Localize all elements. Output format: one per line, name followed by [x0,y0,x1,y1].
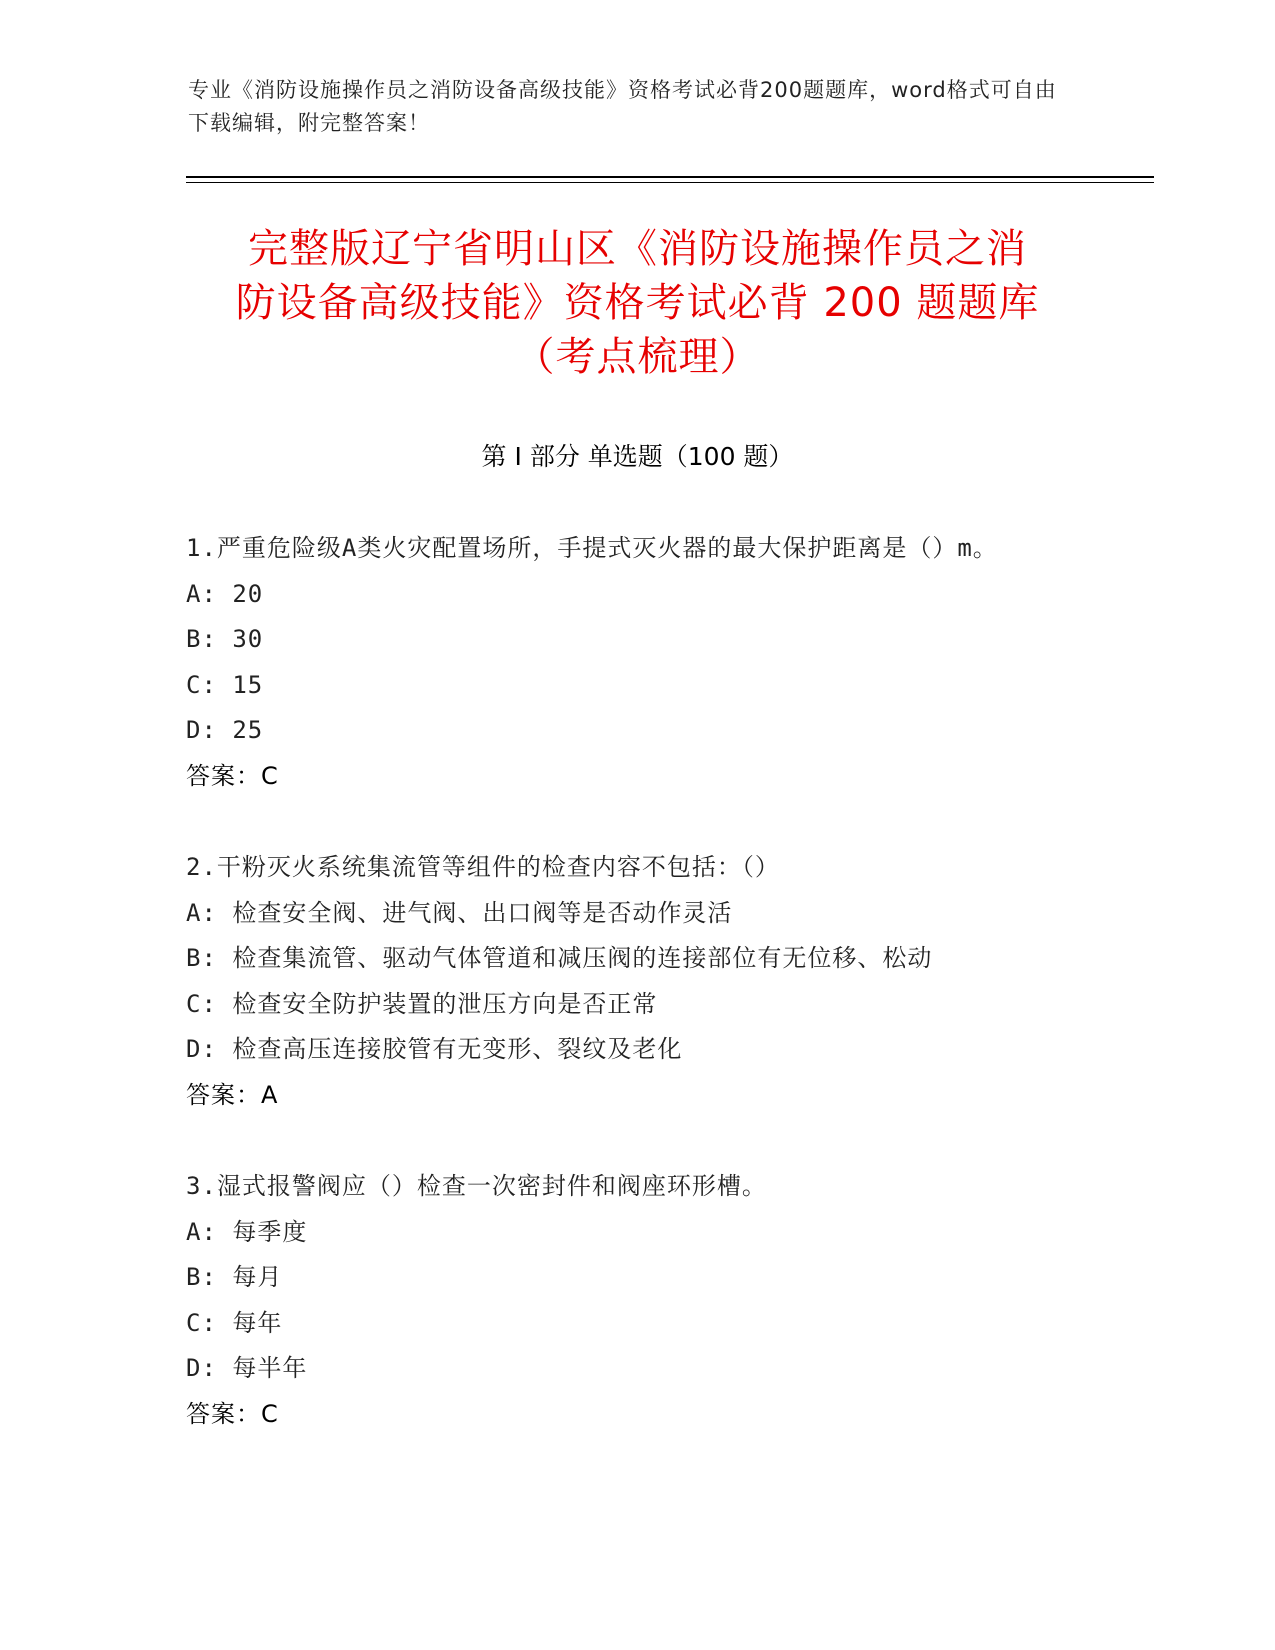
question-3 [186,1164,1086,1437]
question-stem: 3.湿式报警阀应（）检查一次密封件和阀座环形槽。 [186,1172,767,1200]
question-list [186,526,1086,1483]
document-title [150,222,1125,384]
answer-label: 答案：A [186,1080,279,1109]
option-a: A: 检查安全阀、进气阀、出口阀等是否动作灵活 [186,898,733,927]
option-b: B: 每月 [186,1263,283,1291]
title-line-1: 完整版辽宁省明山区《消防设施操作员之消 [248,226,1027,272]
header-divider-thick [186,176,1154,178]
section-heading: 第 I 部分 单选题（100 题） [481,442,794,471]
option-c: C: 每年 [186,1308,283,1337]
option-a: A: 20 [186,579,264,608]
question-1 [186,526,1086,799]
question-2 [186,845,1086,1118]
option-d: D: 检查高压连接胶管有无变形、裂纹及老化 [186,1035,683,1063]
title-line-3: （考点梳理） [514,334,761,380]
answer-label: 答案：C [186,761,279,790]
question-stem: 2.干粉灭火系统集流管等组件的检查内容不包括：（） [186,853,780,881]
header-divider-thin [186,182,1154,183]
option-d: D: 每半年 [186,1354,308,1382]
option-c: C: 检查安全防护装置的泄压方向是否正常 [186,989,658,1018]
question-stem: 1.严重危险级A类火灾配置场所，手提式灭火器的最大保护距离是（）m。 [186,534,998,562]
title-line-2: 防设备高级技能》资格考试必背 200 题题库 [235,280,1040,326]
option-a: A: 每季度 [186,1217,308,1246]
document-header-note: 专业《消防设施操作员之消防设备高级技能》资格考试必背200题题库，word格式可自由下载编辑，附完整答案！ [188,78,1057,135]
option-b: B: 检查集流管、驱动气体管道和减压阀的连接部位有无位移、松动 [186,944,933,972]
answer-label: 答案：C [186,1399,279,1428]
option-c: C: 15 [186,670,264,699]
option-d: D: 25 [186,716,264,744]
option-b: B: 30 [186,625,264,653]
